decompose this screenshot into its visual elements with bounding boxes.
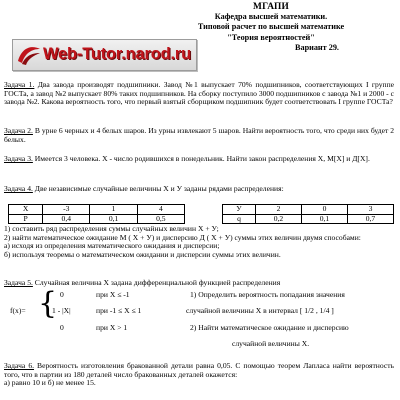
- table-cell: 0,4: [43, 214, 90, 224]
- site-logo: [12, 39, 197, 71]
- case-2-value: 1 - |X|: [52, 306, 71, 315]
- table-cell: 2: [255, 205, 301, 215]
- task-type: Типовой расчет по высшей математике: [197, 22, 345, 32]
- task-2: [4, 127, 394, 144]
- table-cell: 0,1: [90, 214, 137, 224]
- task-4: [4, 185, 394, 194]
- task-label: Задача 6.: [4, 361, 35, 370]
- distribution-table-x: [8, 204, 185, 224]
- function-label: f(x)=: [10, 306, 26, 315]
- task-text: Имеется 3 человека. X - число родившихся в понедельник. Найти закон распределения X, M[X] и Д[X].: [34, 154, 370, 163]
- task-text: Случайная величина X задана дифференциальной функцией распределения: [34, 278, 281, 287]
- table-cell: У: [223, 205, 256, 215]
- task-4-item-2: 2) найти математическое ожидание M ( X + У) и дисперсию Д ( X + У) суммы этих величин двумя способами:: [4, 232, 361, 242]
- task-5-question-1: 1) Определить вероятность попадания значения: [190, 290, 345, 299]
- task-5-question-1-cont: случайной величины X в интервал [ 1/2 , 1/4 ]: [186, 306, 334, 315]
- left-brace: {: [38, 286, 58, 321]
- department-name: Кафедра высшей математики.: [214, 12, 328, 22]
- table-cell: 1: [90, 205, 137, 215]
- case-3-value: 0: [60, 323, 64, 332]
- case-1-value: 0: [60, 290, 64, 299]
- task-4-item-1: 1) составить ряд распределения суммы случайных величин X + У;: [4, 224, 219, 233]
- task-text: В урне 6 черных и 4 белых шаров. Из урны извлекают 5 шаров. Найти вероятность того, что среди них будет 2 белых.: [4, 126, 394, 144]
- logo-text: Web-Tutor.narod.ru: [43, 45, 191, 63]
- task-label: Задача 1.: [4, 80, 35, 89]
- task-label: Задача 4.: [4, 184, 33, 193]
- task-5-question-2-cont: случайной величины X.: [232, 339, 310, 348]
- table-cell: 0,2: [255, 214, 301, 224]
- case-2-condition: при -1 ≤ X ≤ 1: [96, 306, 142, 315]
- distribution-table-y: [222, 204, 394, 224]
- table-cell: X: [9, 205, 43, 215]
- task-4-items: [4, 225, 394, 259]
- task-text: Две независимые случайные величины X и У заданы рядами распределения:: [34, 184, 284, 193]
- case-1-condition: при X ≤ -1: [96, 290, 130, 299]
- table-cell: 0,7: [347, 214, 393, 224]
- institution-name: МГАПИ: [253, 2, 289, 12]
- interval: [ 1/2 , 1/4 ]: [299, 306, 334, 315]
- task-5-question-2: 2) Найти математическое ожидание и дисперсию: [190, 323, 349, 332]
- table-cell: 0,5: [137, 214, 184, 224]
- task-text: Два завода производят подшипники. Завод №1 выпускает 70% подшипников, соответствующих I группе ГОСТа, а завод №2 выпускает 80% таких подшипников. На сборку поступило 3000 подшипников с завода №1 и 2000 - с завода №2. Какова вероятность того, что первый взятый сборщиком подшипник будет соответствовать I группе ГОСТа?: [4, 80, 395, 107]
- table-cell: q: [223, 214, 256, 224]
- task-6-subquestion: а) равно 10 и б) не менее 15.: [4, 378, 96, 388]
- task-1: [4, 81, 394, 107]
- case-3-condition: при X > 1: [96, 323, 128, 332]
- table-cell: -3: [43, 205, 90, 215]
- table-cell: 3: [347, 205, 393, 215]
- task-label: Задача 2.: [4, 126, 33, 135]
- task-4-item-a: а) исходя из определения математического ожидания и дисперсии;: [4, 241, 220, 251]
- task-label: Задача 3.: [4, 154, 33, 163]
- task-label: Задача 5.: [4, 278, 33, 287]
- variant-number: Вариант 29.: [295, 42, 339, 52]
- table-cell: P: [9, 214, 43, 224]
- task-4-item-b: б) используя теоремы о математическом ожидании и дисперсии суммы этих величин.: [4, 249, 281, 259]
- table-cell: 0,1: [301, 214, 347, 224]
- table-cell: 4: [137, 205, 184, 215]
- table-cell: 0: [301, 205, 347, 215]
- task-5: [4, 279, 394, 288]
- task-6: [4, 362, 394, 388]
- subject-title: "Теория вероятностей": [227, 32, 315, 42]
- task-text: Вероятность изготовления бракованной детали равна 0,05. С помощью теорем Лапласа найти вероятность того, что в партии из 180 деталей число бракованных деталей окажется:: [4, 361, 395, 379]
- swoosh-icon: [16, 43, 42, 67]
- task-3: [4, 155, 394, 164]
